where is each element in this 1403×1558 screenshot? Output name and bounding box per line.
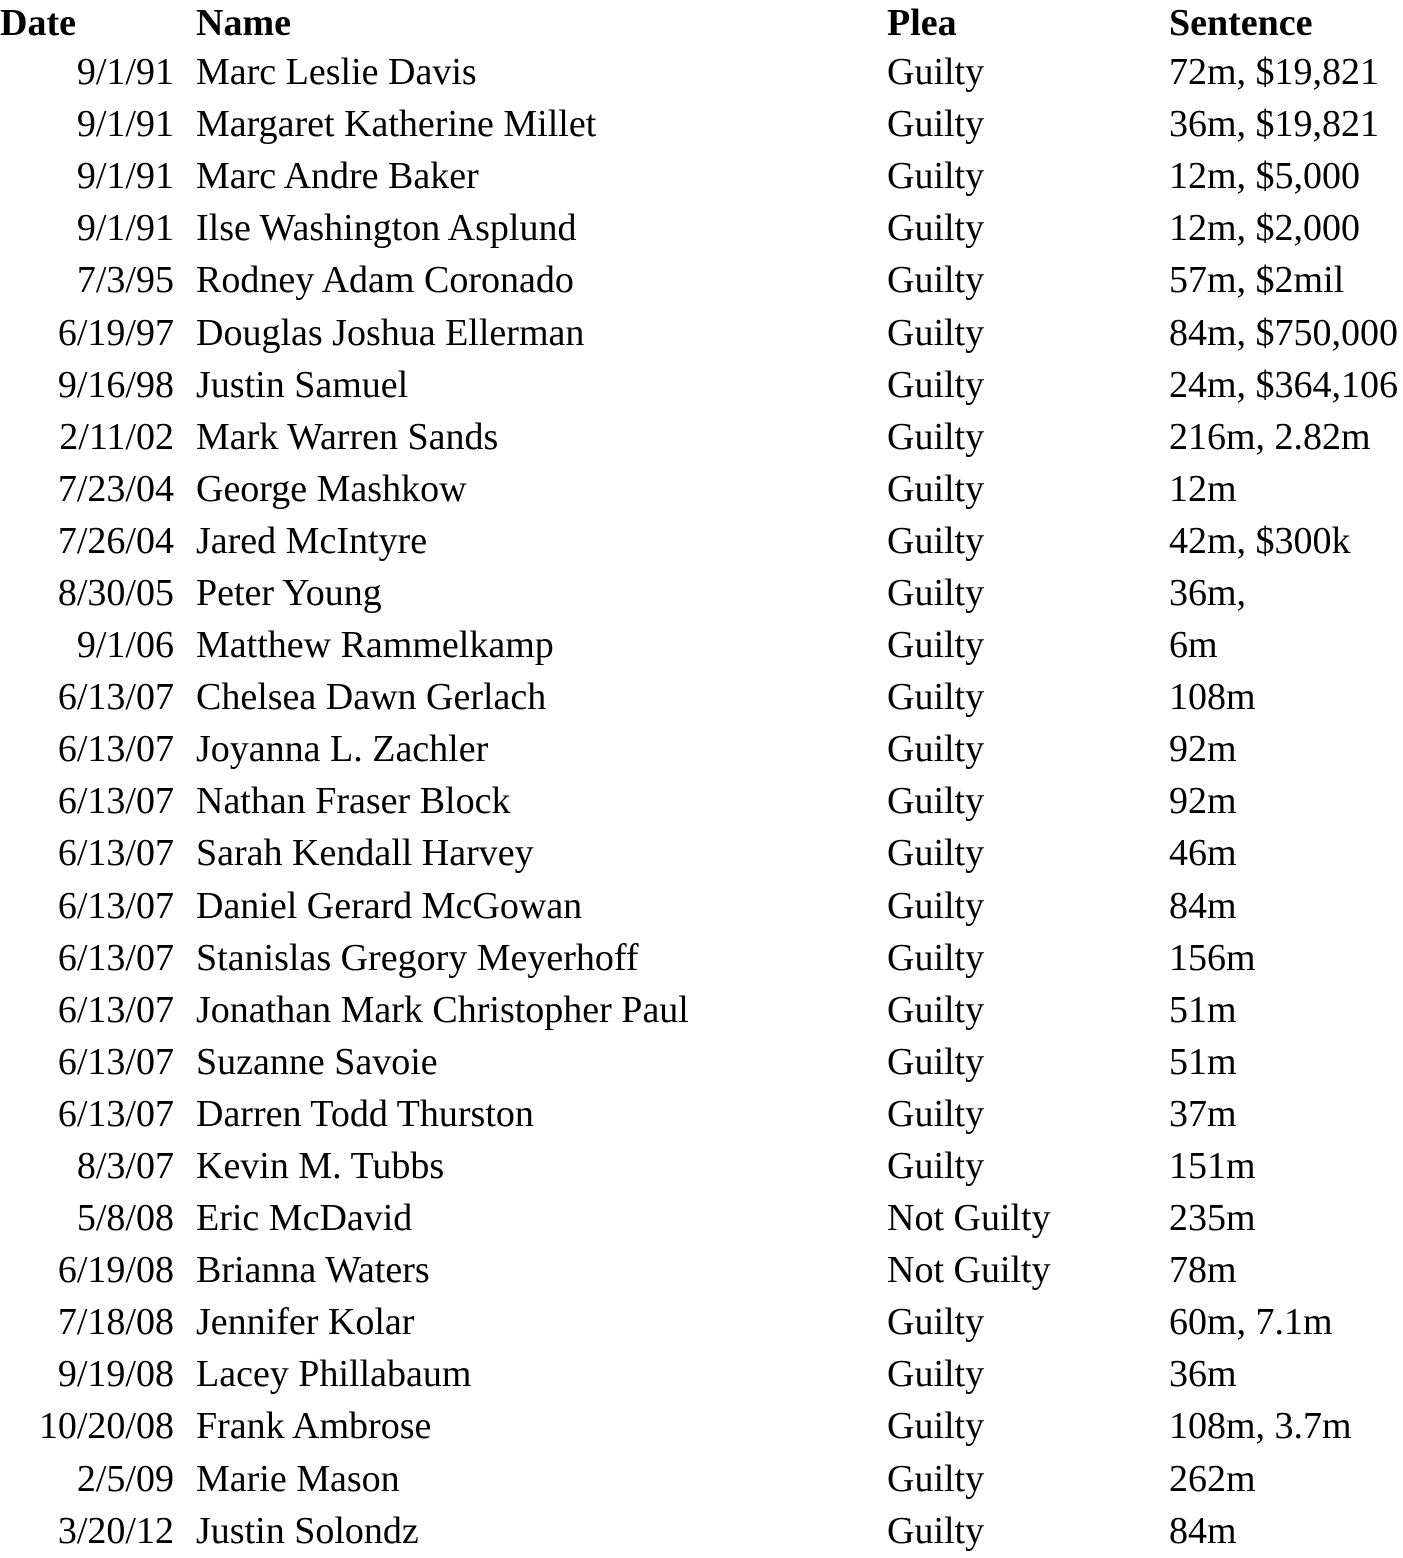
cell-name: Justin Samuel <box>196 363 409 406</box>
cell-date: 7/3/95 <box>76 259 174 302</box>
table-row <box>0 671 1403 723</box>
column-header-name: Name <box>196 2 291 44</box>
table-row <box>0 254 1403 306</box>
cell-sentence: 72m, $19,821 <box>1169 51 1380 94</box>
cell-plea: Guilty <box>887 884 985 927</box>
table-row <box>0 515 1403 567</box>
table-row <box>0 567 1403 619</box>
table-row <box>0 1036 1403 1088</box>
table-row <box>0 46 1403 98</box>
cell-name: Sarah Kendall Harvey <box>196 832 534 875</box>
cell-sentence: 37m <box>1169 1092 1237 1135</box>
cell-name: Eric McDavid <box>196 1197 413 1240</box>
cell-name: Marie Mason <box>196 1457 400 1500</box>
cell-name: Margaret Katherine Millet <box>196 103 597 146</box>
cell-date: 2/5/09 <box>76 1457 174 1500</box>
cell-sentence: 36m <box>1169 1353 1237 1396</box>
table-row <box>0 932 1403 984</box>
table-row <box>0 1348 1403 1400</box>
cell-plea: Guilty <box>887 259 985 302</box>
cell-name: Joyanna L. Zachler <box>196 728 489 771</box>
cell-name: Justin Solondz <box>196 1509 419 1552</box>
cell-plea: Guilty <box>887 1301 985 1344</box>
table-row <box>0 1296 1403 1348</box>
cell-name: Brianna Waters <box>196 1249 430 1292</box>
cell-name: Kevin M. Tubbs <box>196 1145 445 1188</box>
cell-date: 9/1/91 <box>76 207 174 250</box>
cell-date: 9/19/08 <box>57 1353 174 1396</box>
cell-date: 7/18/08 <box>57 1301 174 1344</box>
cell-name: Matthew Rammelkamp <box>196 624 554 667</box>
cell-plea: Guilty <box>887 51 985 94</box>
cell-name: George Mashkow <box>196 467 467 510</box>
cell-date: 6/13/07 <box>57 1040 174 1083</box>
table-row <box>0 984 1403 1036</box>
cell-date: 6/19/97 <box>57 311 174 354</box>
cell-plea: Guilty <box>887 1457 985 1500</box>
table-row <box>0 1505 1403 1557</box>
cell-plea: Guilty <box>887 676 985 719</box>
cell-name: Daniel Gerard McGowan <box>196 884 583 927</box>
table-row <box>0 1244 1403 1296</box>
cell-plea: Guilty <box>887 936 985 979</box>
cell-date: 9/1/06 <box>76 624 174 667</box>
cell-sentence: 12m, $2,000 <box>1169 207 1361 250</box>
cell-sentence: 108m <box>1169 676 1256 719</box>
cell-plea: Guilty <box>887 103 985 146</box>
cell-name: Stanislas Gregory Meyerhoff <box>196 936 639 979</box>
cell-date: 7/26/04 <box>57 519 174 562</box>
cell-name: Jennifer Kolar <box>196 1301 415 1344</box>
cell-plea: Guilty <box>887 1405 985 1448</box>
cell-sentence: 12m, $5,000 <box>1169 155 1361 198</box>
cell-sentence: 51m <box>1169 988 1237 1031</box>
cell-date: 2/11/02 <box>59 415 174 458</box>
cell-plea: Guilty <box>887 519 985 562</box>
cell-plea: Guilty <box>887 311 985 354</box>
cell-date: 9/16/98 <box>57 363 174 406</box>
cell-date: 6/13/07 <box>57 936 174 979</box>
cell-sentence: 51m <box>1169 1040 1237 1083</box>
cell-name: Darren Todd Thurston <box>196 1092 534 1135</box>
cell-plea: Guilty <box>887 155 985 198</box>
column-header-plea: Plea <box>887 2 957 44</box>
cell-plea: Not Guilty <box>887 1249 1051 1292</box>
column-header-date: Date <box>0 2 76 44</box>
cell-plea: Guilty <box>887 1040 985 1083</box>
cell-plea: Guilty <box>887 624 985 667</box>
cell-sentence: 235m <box>1169 1197 1256 1240</box>
cell-date: 7/23/04 <box>57 467 174 510</box>
cell-date: 3/20/12 <box>57 1509 174 1552</box>
table-row <box>0 775 1403 827</box>
table-row <box>0 463 1403 515</box>
cell-sentence: 84m, $750,000 <box>1169 311 1399 354</box>
cell-date: 6/13/07 <box>57 1092 174 1135</box>
header-row <box>0 0 1403 46</box>
cell-plea: Guilty <box>887 363 985 406</box>
table-row <box>0 202 1403 254</box>
cell-date: 9/1/91 <box>76 103 174 146</box>
table-row <box>0 880 1403 932</box>
table-row <box>0 150 1403 202</box>
table-row <box>0 619 1403 671</box>
cell-plea: Guilty <box>887 415 985 458</box>
cell-sentence: 151m <box>1169 1145 1256 1188</box>
cell-plea: Guilty <box>887 1092 985 1135</box>
table-row <box>0 1140 1403 1192</box>
cell-name: Chelsea Dawn Gerlach <box>196 676 547 719</box>
cell-date: 5/8/08 <box>76 1197 174 1240</box>
cell-date: 6/13/07 <box>57 780 174 823</box>
cell-plea: Not Guilty <box>887 1197 1051 1240</box>
cell-sentence: 36m, <box>1169 571 1247 614</box>
cell-date: 10/20/08 <box>38 1405 174 1448</box>
cell-plea: Guilty <box>887 467 985 510</box>
cell-date: 6/19/08 <box>57 1249 174 1292</box>
cell-sentence: 156m <box>1169 936 1256 979</box>
cell-plea: Guilty <box>887 207 985 250</box>
column-header-sentence: Sentence <box>1169 2 1313 44</box>
cell-name: Marc Leslie Davis <box>196 51 477 94</box>
cell-name: Jonathan Mark Christopher Paul <box>196 988 689 1031</box>
table-row <box>0 1400 1403 1452</box>
cell-sentence: 46m <box>1169 832 1237 875</box>
table-row <box>0 411 1403 463</box>
cell-plea: Guilty <box>887 1353 985 1396</box>
table-row <box>0 306 1403 358</box>
cell-name: Nathan Fraser Block <box>196 780 511 823</box>
cell-plea: Guilty <box>887 988 985 1031</box>
cell-plea: Guilty <box>887 780 985 823</box>
table-row <box>0 1453 1403 1505</box>
cell-sentence: 84m <box>1169 1509 1237 1552</box>
cell-date: 6/13/07 <box>57 676 174 719</box>
cell-name: Peter Young <box>196 571 382 614</box>
cell-name: Frank Ambrose <box>196 1405 432 1448</box>
cell-name: Rodney Adam Coronado <box>196 259 574 302</box>
cell-sentence: 12m <box>1169 467 1237 510</box>
cell-sentence: 57m, $2mil <box>1169 259 1345 302</box>
cell-name: Douglas Joshua Ellerman <box>196 311 585 354</box>
cell-sentence: 216m, 2.82m <box>1169 415 1371 458</box>
cell-sentence: 36m, $19,821 <box>1169 103 1380 146</box>
cell-name: Jared McIntyre <box>196 519 428 562</box>
cell-plea: Guilty <box>887 1509 985 1552</box>
cell-name: Marc Andre Baker <box>196 155 479 198</box>
cell-sentence: 262m <box>1169 1457 1256 1500</box>
cell-date: 8/3/07 <box>76 1145 174 1188</box>
cell-date: 8/30/05 <box>57 571 174 614</box>
cell-sentence: 84m <box>1169 884 1237 927</box>
cell-plea: Guilty <box>887 571 985 614</box>
table-row <box>0 98 1403 150</box>
cell-date: 6/13/07 <box>57 728 174 771</box>
cell-name: Ilse Washington Asplund <box>196 207 577 250</box>
cell-plea: Guilty <box>887 1145 985 1188</box>
cell-sentence: 24m, $364,106 <box>1169 363 1399 406</box>
cell-plea: Guilty <box>887 832 985 875</box>
table-row <box>0 1088 1403 1140</box>
cell-sentence: 92m <box>1169 728 1237 771</box>
cell-name: Suzanne Savoie <box>196 1040 438 1083</box>
cell-date: 9/1/91 <box>76 155 174 198</box>
cell-date: 6/13/07 <box>57 832 174 875</box>
cell-sentence: 42m, $300k <box>1169 519 1351 562</box>
cell-sentence: 108m, 3.7m <box>1169 1405 1352 1448</box>
cell-name: Lacey Phillabaum <box>196 1353 472 1396</box>
cell-date: 6/13/07 <box>57 884 174 927</box>
table-body <box>0 46 1403 1557</box>
cell-sentence: 78m <box>1169 1249 1237 1292</box>
cell-date: 9/1/91 <box>76 51 174 94</box>
cell-plea: Guilty <box>887 728 985 771</box>
table-row <box>0 723 1403 775</box>
cell-name: Mark Warren Sands <box>196 415 499 458</box>
cell-date: 6/13/07 <box>57 988 174 1031</box>
table-row <box>0 1192 1403 1244</box>
table-row <box>0 827 1403 879</box>
cell-sentence: 6m <box>1169 624 1218 667</box>
cell-sentence: 60m, 7.1m <box>1169 1301 1333 1344</box>
cell-sentence: 92m <box>1169 780 1237 823</box>
table-row <box>0 359 1403 411</box>
table-header <box>0 0 1403 46</box>
